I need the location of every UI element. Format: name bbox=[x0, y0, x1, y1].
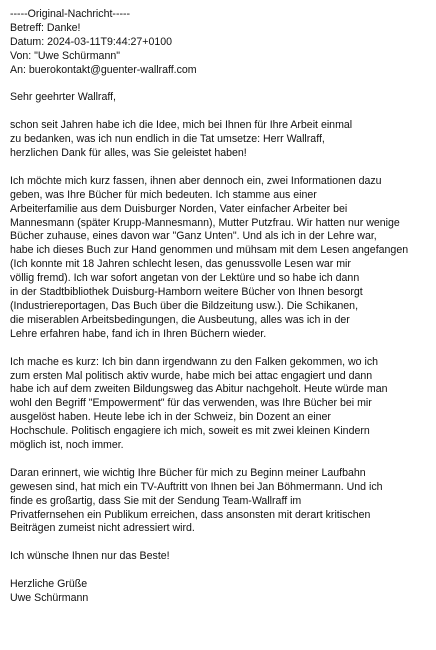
wish-line: Ich wünsche Ihnen nur das Beste! bbox=[10, 550, 170, 563]
signature: Uwe Schürmann bbox=[10, 591, 89, 604]
from-line: Von: "Uwe Schürmann" bbox=[10, 49, 120, 62]
text-line: (Ich konnte mit 18 Jahren schlecht lesen, das genussvolle Lesen war mir bbox=[10, 258, 351, 271]
email-header bbox=[10, 8, 430, 78]
text-line: habe ich auf dem zweiten Bildungsweg das Abitur nachgeholt. Heute würde man bbox=[10, 383, 388, 396]
text-line: Mannesmann (später Krupp-Mannesmann), Mutter Putzfrau. Wir hatten nur wenige bbox=[10, 216, 400, 229]
spacer bbox=[10, 453, 430, 467]
paragraph-3 bbox=[10, 356, 430, 453]
closing: Herzliche Grüße bbox=[10, 578, 88, 591]
spacer bbox=[10, 342, 430, 356]
text-line: (Industriereportagen, Das Buch über die Bildzeitung usw.). Die Schikanen, bbox=[10, 299, 359, 312]
text-line: Beiträgen zumeist nicht adressiert wird. bbox=[10, 522, 195, 535]
text-line: habe ich dieses Buch zur Hand genommen und mühsam mit dem Lesen angefangen bbox=[10, 244, 409, 257]
text-line: zum ersten Mal politisch aktiv wurde, habe mich bei attac engagiert und dann bbox=[10, 369, 373, 382]
subject-line: Betreff: Danke! bbox=[10, 21, 81, 34]
text-line: herzlichen Dank für alles, was Sie geleistet haben! bbox=[10, 147, 247, 160]
text-line: Daran erinnert, wie wichtig Ihre Bücher für mich zu Beginn meiner Laufbahn bbox=[10, 466, 366, 479]
date-line: Datum: 2024-03-11T9:44:27+0100 bbox=[10, 35, 173, 48]
text-line: möglich ist, noch immer. bbox=[10, 439, 124, 452]
to-line: An: buerokontakt@guenter-wallraff.com bbox=[10, 63, 197, 76]
paragraph-2 bbox=[10, 175, 430, 342]
paragraph-4 bbox=[10, 467, 430, 537]
spacer bbox=[10, 161, 430, 175]
text-line: Arbeiterfamilie aus dem Duisburger Norden, Vater einfacher Arbeiter bei bbox=[10, 202, 348, 215]
text-line: Ich mache es kurz: Ich bin dann irgendwann zu den Falken gekommen, wo ich bbox=[10, 355, 379, 368]
spacer bbox=[10, 78, 430, 92]
text-line: Bücher zuhause, eines davon war "Ganz Unten". Und als ich in der Lehre war, bbox=[10, 230, 377, 243]
spacer bbox=[10, 536, 430, 550]
text-line: zu bedanken, was ich nun endlich in die Tat umsetze: Herr Wallraff, bbox=[10, 133, 325, 146]
spacer bbox=[10, 105, 430, 119]
text-line: geben, was Ihre Bücher für mich bedeuten. Ich stamme aus einer bbox=[10, 188, 317, 201]
text-line: wohl den Begriff "Empowerment" für das verwenden, was Ihre Bücher bei mir bbox=[10, 397, 372, 410]
text-line: finde es großartig, dass Sie mit der Sendung Team-Wallraff im bbox=[10, 494, 302, 507]
text-line: Lehre erfahren habe, fand ich in Ihren Büchern wieder. bbox=[10, 327, 267, 340]
email-message bbox=[10, 8, 430, 606]
text-line: Hochschule. Politisch engagiere ich mich, soweit es mit zwei kleinen Kindern bbox=[10, 425, 370, 438]
text-line: ausgelöst haben. Heute lebe ich in der Schweiz, bin Dozent an einer bbox=[10, 411, 331, 424]
text-line: die miserablen Arbeitsbedingungen, die Ausbeutung, alles was ich in der bbox=[10, 313, 350, 326]
text-line: Ich möchte mich kurz fassen, ihnen aber dennoch ein, zwei Informationen dazu bbox=[10, 174, 382, 187]
salutation: Sehr geehrter Wallraff, bbox=[10, 91, 116, 104]
spacer bbox=[10, 564, 430, 578]
paragraph-1 bbox=[10, 119, 430, 161]
text-line: in der Stadtbibliothek Duisburg-Hamborn weitere Bücher von Ihnen besorgt bbox=[10, 286, 363, 299]
text-line: völlig fremd). Ich war sofort angetan von der Lektüre und so habe ich dann bbox=[10, 272, 360, 285]
text-line: schon seit Jahren habe ich die Idee, mich bei Ihnen für Ihre Arbeit einmal bbox=[10, 119, 353, 132]
text-line: Privatfernsehen ein Publikum erreichen, dass ansonsten mit derart kritischen bbox=[10, 508, 371, 521]
original-message-separator: -----Original-Nachricht----- bbox=[10, 8, 131, 20]
text-line: gewesen sind, hat mich ein TV-Auftritt von Ihnen bei Jan Böhmermann. Und ich bbox=[10, 480, 383, 493]
